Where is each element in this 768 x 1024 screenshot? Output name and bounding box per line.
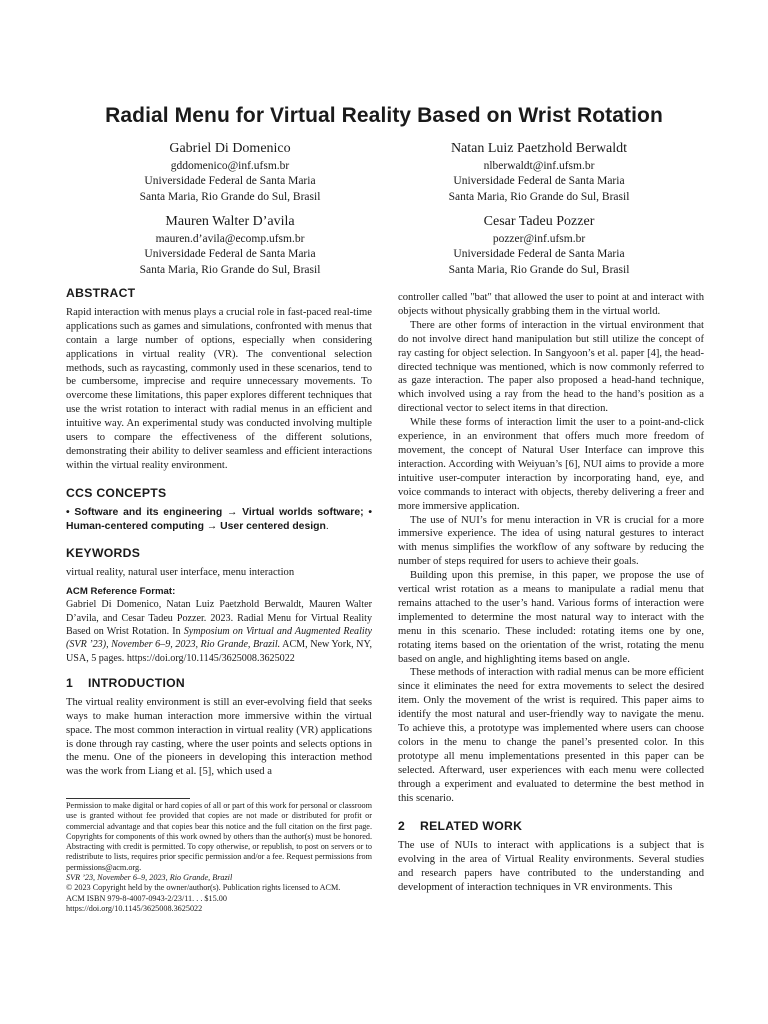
author-affiliation: Universidade Federal de Santa Maria (453, 175, 625, 188)
author-name: Gabriel Di Domenico (169, 141, 291, 156)
author-email[interactable]: nlberwaldt@inf.ufsm.br (483, 160, 595, 172)
author-location: Santa Maria, Rio Grande do Sul, Brasil (139, 190, 321, 203)
related-work-title: RELATED WORK (420, 818, 523, 833)
doi-link[interactable]: https://doi.org/10.1145/3625008.3625022 (66, 903, 203, 913)
author-block-4 (409, 213, 669, 278)
right-column (398, 291, 704, 895)
introduction-para-1-cont: controller called "bat" that allowed the user to point at and interact with objects without physically grabbing them in the virtual world. (398, 292, 704, 317)
author-block-2 (409, 140, 669, 205)
author-name: Cesar Tadeu Pozzer (483, 214, 595, 229)
author-block-3 (100, 213, 360, 278)
isbn-line: ACM ISBN 979-8-4007-0943-2/23/11. . . $15.00 (66, 893, 227, 903)
author-email[interactable]: mauren.d’avila@ecomp.ufsm.br (155, 233, 305, 245)
author-affiliation: Universidade Federal de Santa Maria (144, 175, 316, 188)
related-work-number: 2 (398, 818, 406, 833)
introduction-para-6: These methods of interaction with radial menus can be more efficient since it eliminates the need for extra movements to select the desired item. Only the movement of the wrist is required. This paper aims to identify the most natural and user-friendly way to navigate the menu. To achieve this, a prototype was implemented where users can choose colors in the menu to change the panel’s presented color. In this prototype all menu implementations presented in this paper can be selected. Afterward, user experiences with each menu were collected through a experiment and evaluated to determine the best method in this scenario. (398, 667, 704, 804)
author-name: Mauren Walter D’avila (165, 214, 295, 229)
keywords-heading: KEYWORDS (66, 545, 141, 560)
conference-info: SVR ’23, November 6–9, 2023, Rio Grande, Brazil (66, 873, 233, 883)
author-location: Santa Maria, Rio Grande do Sul, Brasil (448, 190, 630, 203)
acm-reference-after: ACM, New York, NY, USA, 5 pages. https://doi.org/10.1145/3625008.3625022 (66, 639, 372, 664)
author-email[interactable]: gddomenico@inf.ufsm.br (170, 160, 290, 172)
ccs-concepts (66, 506, 372, 534)
abstract-text: Rapid interaction with menus plays a crucial role in fast-paced real-time applications such as games and simulations, confronted with menus that contain a large number of options, especially when considering applications in virtual reality (VR). The conventional selection methods, such as raycasting, commonly used in these scenarios, tend to be cumbersome, imprecise and require unnecessary movements. To overcome these limitations, this paper explores different techniques that use the wrist rotation to interact with radial menus in an efficient and intuitive way. An experimental study was conducted involving multiple users to compare the effectiveness of the different solutions, demonstrating their ability to deliver seamless and efficient interactions within the virtual reality environment. (66, 306, 372, 471)
ccs-line-2: Human-centered computing → User centered design (66, 520, 326, 532)
acm-reference-heading: ACM Reference Format: (66, 585, 176, 597)
introduction-para-2: There are other forms of interaction in the virtual environment that do not involve direct hand manipulation but still utilize the concept of ray casting for object selection. In Sangyoon’s et al. paper [4], the head-directed technique was mentioned, which is now commonly referred to as gaze interaction. The paper also proposed a head-hand technique, which involved using a ray from the head to the hand’s position as a directional vector to select items in that direction. (398, 319, 704, 415)
ccs-line-1: • Software and its engineering → Virtual worlds software; • (66, 506, 372, 518)
permission-notice: Permission to make digital or hard copies of all or part of this work for personal or classroom use is granted without fee provided that copies are not made or distributed for profit or commercial advantage and that copies bear this notice and the full citation on the first page. Copyrights for components of this work owned by others than the author(s) must be honored. Abstracting with credit is permitted. To copy otherwise, or republish, to post on servers or to redistribute to lists, requires prior specific permission and/or a fee. Request permissions from permissions@acm.org. (66, 801, 372, 872)
author-block-1 (100, 140, 360, 205)
introduction-para-1: The virtual reality environment is still an ever-evolving field that seeks ways to make human interaction more immersive within the virtual space. The most common interaction in virtual reality (VR) applications is done through ray casting, where the user points and selects options in the menu. One of the pioneers in developing this interaction method was the work from Liang et al. [5], which used a (66, 696, 372, 778)
author-location: Santa Maria, Rio Grande do Sul, Brasil (139, 263, 321, 276)
ccs-line-2-end: . (325, 520, 329, 532)
abstract-heading: ABSTRACT (66, 286, 136, 300)
related-work-heading (398, 820, 704, 834)
footnote-rule (66, 798, 190, 799)
copyright-footnote (66, 801, 372, 914)
acm-reference-venue: Symposium on Virtual and Augmented Reality (SVR ’23), November 6–9, 2023, Rio Grande, Brazil. (66, 626, 372, 651)
author-location: Santa Maria, Rio Grande do Sul, Brasil (448, 263, 630, 276)
related-work-para-1: The use of NUIs to interact with applications is a subject that is evolving in the area of Virtual Reality environments. Several studies and research papers have contributed to the understanding and development of interaction techniques in VR environments. This (398, 840, 704, 894)
left-column (66, 287, 372, 779)
ccs-heading: CCS CONCEPTS (66, 485, 167, 500)
introduction-title: INTRODUCTION (88, 675, 186, 690)
acm-reference-before: Gabriel Di Domenico, Natan Luiz Paetzhold Berwaldt, Mauren Walter D’avila, and Cesar Tadeu Pozzer. 2023. Radial Menu for Virtual Reality Based on Wrist Rotation. In (66, 599, 372, 637)
author-name: Natan Luiz Paetzhold Berwaldt (450, 141, 628, 156)
copyright-line: © 2023 Copyright held by the owner/author(s). Publication rights licensed to ACM. (66, 883, 341, 893)
introduction-para-4: The use of NUI’s for menu interaction in VR is crucial for a more immersive experience. The idea of using natural gestures to interact with menus simplifies the workflow of any software by reducing the number of steps required for users to achieve their goals. (398, 514, 704, 568)
introduction-heading (66, 677, 372, 691)
introduction-number: 1 (66, 675, 74, 690)
author-email[interactable]: pozzer@inf.ufsm.br (492, 233, 586, 245)
introduction-para-3: While these forms of interaction limit the user to a point-and-click experience, in an environment that offers much more freedom of movement, the concept of Natural User Interface can improve this interaction. According with Weiyuan’s [6], NUI aims to provide a more intuitive user-computer interaction by incorporating hand, eye, and voice commands to interact with objects, thereby delivering a freer and more immersive application. (398, 417, 704, 512)
introduction-para-5: Building upon this premise, in this paper, we propose the use of vertical wrist rotation as a means to manipulate a radial menu that remains attached to the user’s hand. Various forms of interaction were implemented to determine the most natural way to interact with the menu in this scenario. These included: rotating items one by one, rotating items based on the orientation of the wrist, rotating the menu based on angle, and highlighting items based on angle. (398, 570, 704, 665)
acm-reference-text (66, 598, 372, 664)
keywords-text: virtual reality, natural user interface, menu interaction (66, 566, 295, 578)
author-affiliation: Universidade Federal de Santa Maria (144, 248, 316, 261)
author-affiliation: Universidade Federal de Santa Maria (453, 248, 625, 261)
paper-title: Radial Menu for Virtual Reality Based on Wrist Rotation (105, 104, 663, 127)
